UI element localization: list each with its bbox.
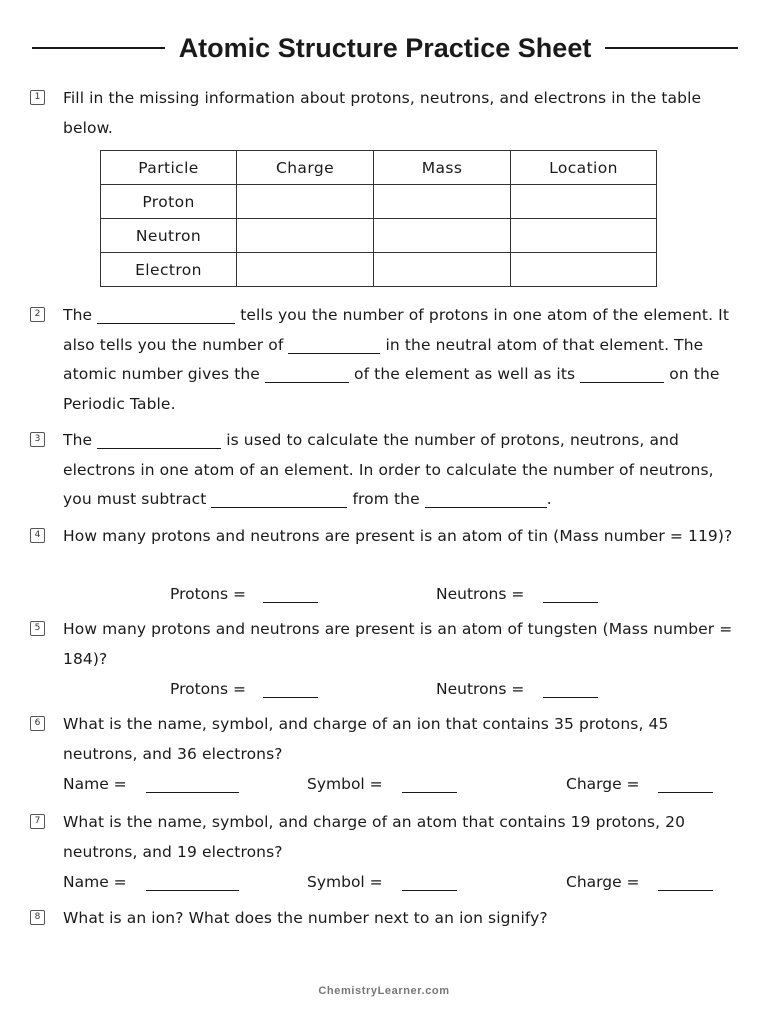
q6-symbol-row (307, 775, 457, 793)
footer-credit: ChemistryLearner.com (318, 985, 450, 997)
question-7-text: What is the name, symbol, and charge of an atom that contains 19 protons, 20 neutrons, and 19 electrons? (63, 813, 686, 861)
q4-protons-label: Protons = (170, 585, 246, 603)
q7-name-blank[interactable] (146, 873, 239, 891)
question-8-text: What is an ion? What does the number next to an ion signify? (63, 909, 548, 927)
q5-neutrons-blank[interactable] (543, 680, 598, 698)
question-2-text (63, 301, 744, 419)
title-rule-right (605, 47, 738, 49)
q4-neutrons-blank[interactable] (543, 585, 598, 603)
question-number-8: 8 (30, 910, 45, 925)
q2-text-part-1: The (63, 306, 93, 324)
q6-charge-blank[interactable] (658, 775, 713, 793)
q7-name-label: Name = (63, 873, 127, 891)
q7-charge-blank[interactable] (658, 873, 713, 891)
q6-name-blank[interactable] (146, 775, 239, 793)
q4-neutrons-row (436, 585, 598, 603)
cell-location-input[interactable] (511, 185, 657, 219)
question-5-text: How many protons and neutrons are present is an atom of tungsten (Mass number = 184)? (63, 620, 733, 668)
cell-location-input[interactable] (511, 253, 657, 287)
q5-neutrons-row (436, 680, 598, 698)
cell-location-input[interactable] (511, 219, 657, 253)
q5-protons-blank[interactable] (263, 680, 318, 698)
table-header-row (101, 151, 657, 185)
cell-mass-input[interactable] (374, 219, 511, 253)
question-2 (30, 301, 744, 419)
question-5 (30, 615, 744, 674)
particle-table (100, 150, 657, 287)
q5-neutrons-label: Neutrons = (436, 680, 525, 698)
question-3-text (63, 426, 744, 515)
cell-particle: Neutron (101, 219, 237, 253)
cell-charge-input[interactable] (237, 253, 374, 287)
question-1-text: Fill in the missing information about protons, neutrons, and electrons in the table below. (63, 89, 702, 137)
q3-text-part-1: The (63, 431, 93, 449)
q7-symbol-blank[interactable] (402, 873, 457, 891)
table-row (101, 253, 657, 287)
cell-mass-input[interactable] (374, 185, 511, 219)
q7-charge-row (566, 873, 713, 891)
question-6-text: What is the name, symbol, and charge of an ion that contains 35 protons, 45 neutrons, and 36 electrons? (63, 715, 669, 763)
q3-text-part-3: from the (352, 490, 420, 508)
table-row (101, 219, 657, 253)
q2-text-part-4: of the element as well as its (354, 365, 576, 383)
q3-blank-2[interactable] (211, 490, 347, 508)
header-charge: Charge (237, 151, 374, 185)
q6-symbol-blank[interactable] (402, 775, 457, 793)
cell-particle: Proton (101, 185, 237, 219)
question-3 (30, 426, 744, 515)
q2-text-part-5: on the Periodic Table. (63, 365, 720, 413)
q3-blank-3[interactable] (425, 490, 547, 508)
question-8 (30, 904, 744, 934)
cell-charge-input[interactable] (237, 185, 374, 219)
table-row (101, 185, 657, 219)
q2-text-part-3: in the neutral atom of that element. The atomic number gives the (63, 335, 704, 383)
q6-symbol-label: Symbol = (307, 775, 383, 793)
question-number-1: 1 (30, 90, 45, 105)
q7-charge-label: Charge = (566, 873, 640, 891)
question-number-6: 6 (30, 716, 45, 731)
header-location: Location (511, 151, 657, 185)
question-6 (30, 710, 744, 769)
q5-protons-label: Protons = (170, 680, 246, 698)
q3-text-part-4: . (546, 490, 552, 508)
question-1 (30, 84, 744, 143)
q2-blank-1[interactable] (97, 306, 235, 324)
question-4 (30, 522, 744, 552)
q2-blank-2[interactable] (288, 336, 380, 354)
q6-charge-label: Charge = (566, 775, 640, 793)
cell-charge-input[interactable] (237, 219, 374, 253)
cell-mass-input[interactable] (374, 253, 511, 287)
q2-blank-3[interactable] (265, 365, 349, 383)
cell-particle: Electron (101, 253, 237, 287)
q4-neutrons-label: Neutrons = (436, 585, 525, 603)
q6-charge-row (566, 775, 713, 793)
q7-symbol-label: Symbol = (307, 873, 383, 891)
q2-text-part-2: tells you the number of protons in one atom of the element. It also tells you the number of (63, 306, 729, 354)
header-particle: Particle (101, 151, 237, 185)
title-rule-left (32, 47, 165, 49)
header-mass: Mass (374, 151, 511, 185)
q4-protons-blank[interactable] (263, 585, 318, 603)
q7-name-row (63, 873, 239, 891)
question-4-text: How many protons and neutrons are present is an atom of tin (Mass number = 119)? (63, 527, 733, 545)
q3-blank-1[interactable] (97, 431, 221, 449)
q2-blank-4[interactable] (580, 365, 664, 383)
q6-name-label: Name = (63, 775, 127, 793)
q3-text-part-2: is used to calculate the number of protons, neutrons, and electrons in one atom of an element. In order to calculate the number of neutrons, you must subtract (63, 431, 714, 508)
question-number-3: 3 (30, 432, 45, 447)
page-title: Atomic Structure Practice Sheet (178, 32, 592, 63)
q4-protons-row (170, 585, 318, 603)
q6-name-row (63, 775, 239, 793)
q7-symbol-row (307, 873, 457, 891)
q5-protons-row (170, 680, 318, 698)
question-number-5: 5 (30, 621, 45, 636)
question-7 (30, 808, 744, 867)
page-header (32, 26, 738, 70)
question-number-7: 7 (30, 814, 45, 829)
question-number-4: 4 (30, 528, 45, 543)
question-number-2: 2 (30, 307, 45, 322)
